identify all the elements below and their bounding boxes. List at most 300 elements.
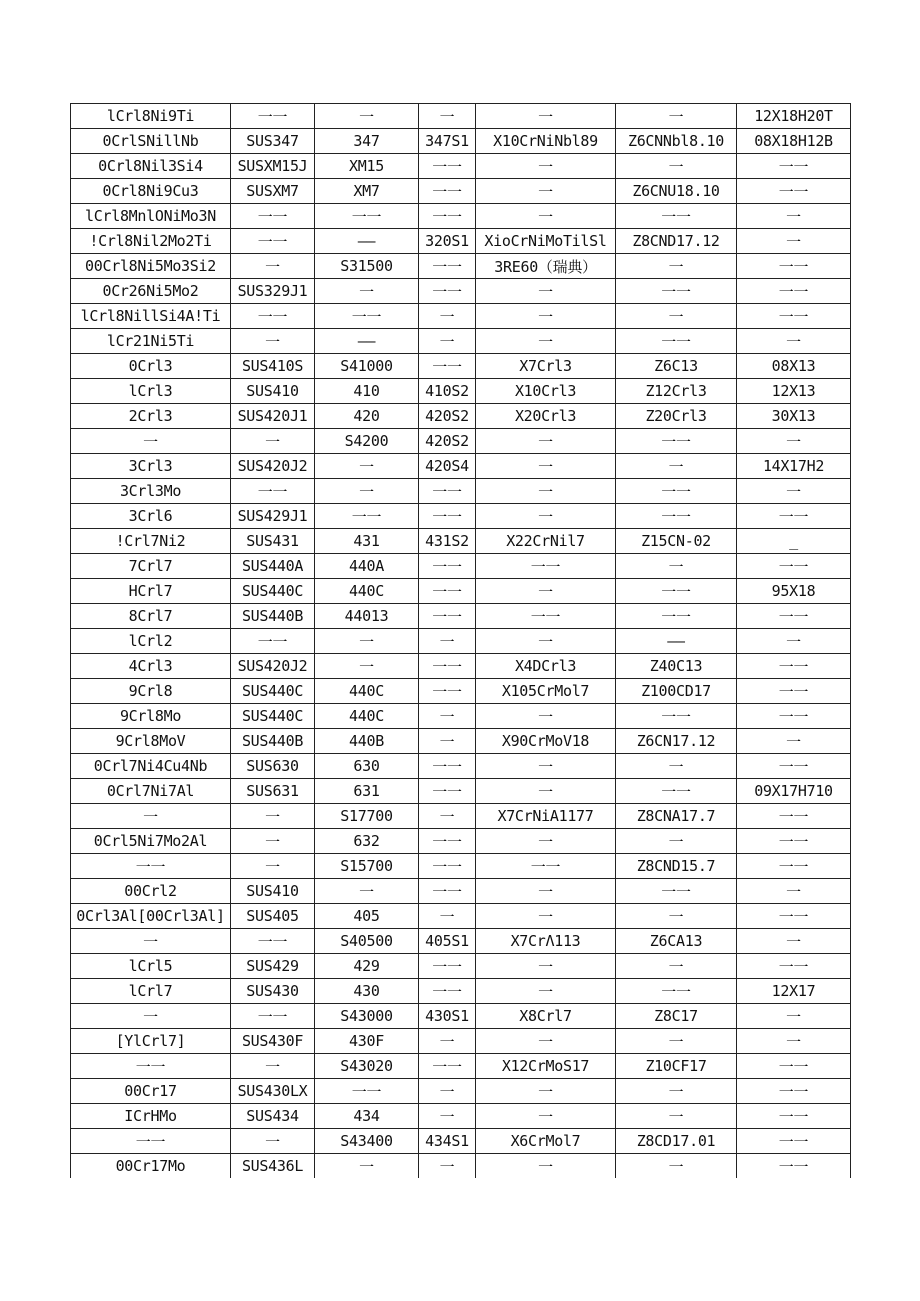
table-cell-jis-grade: SUS440C (231, 679, 315, 704)
table-cell-cn-grade: 一一 (71, 854, 231, 879)
table-cell-gost-grade: 一一 (737, 154, 851, 179)
table-cell-nf-grade: Z40C13 (616, 654, 737, 679)
table-cell-jis-grade: SUS347 (231, 129, 315, 154)
table-cell-din-grade: 一 (476, 154, 616, 179)
table-cell-din-grade: 一 (476, 704, 616, 729)
table-cell-bs-grade: 420S2 (419, 404, 476, 429)
table-cell-din-grade: 一 (476, 1154, 616, 1179)
table-cell-nf-grade: 一 (616, 554, 737, 579)
table-cell-bs-grade: 一 (419, 729, 476, 754)
table-cell-cn-grade: !Crl8Nil2Mo2Ti (71, 229, 231, 254)
table-cell-bs-grade: 一一 (419, 354, 476, 379)
table-cell-aisi-grade: 420 (315, 404, 419, 429)
table-cell-din-grade: X10CrNiNbl89 (476, 129, 616, 154)
table-cell-aisi-grade: S15700 (315, 854, 419, 879)
table-cell-gost-grade: 一一 (737, 904, 851, 929)
table-cell-cn-grade: [YlCrl7] (71, 1029, 231, 1054)
table-cell-din-grade: 一一 (476, 604, 616, 629)
table-cell-jis-grade: SUS420J1 (231, 404, 315, 429)
table-cell-cn-grade: 0Crl7Ni7Al (71, 779, 231, 804)
table-cell-gost-grade: 一 (737, 329, 851, 354)
table-cell-cn-grade: 0Crl5Ni7Mo2Al (71, 829, 231, 854)
table-cell-gost-grade: 一 (737, 729, 851, 754)
table-cell-cn-grade: 0Crl3Al[00Crl3Al] (71, 904, 231, 929)
table-cell-aisi-grade: 440C (315, 579, 419, 604)
table-row (71, 979, 851, 1004)
table-row (71, 454, 851, 479)
table-cell-din-grade: X10Crl3 (476, 379, 616, 404)
table-cell-cn-grade: 一一 (71, 1129, 231, 1154)
table-cell-gost-grade: 12X18H20T (737, 104, 851, 129)
table-cell-nf-grade: 一 (616, 154, 737, 179)
table-cell-bs-grade: 420S2 (419, 429, 476, 454)
table-row (71, 129, 851, 154)
table-cell-bs-grade: 一 (419, 904, 476, 929)
table-cell-bs-grade: 一一 (419, 604, 476, 629)
table-cell-din-grade: X6CrMol7 (476, 1129, 616, 1154)
table-row (71, 179, 851, 204)
table-cell-aisi-grade: 429 (315, 954, 419, 979)
table-cell-din-grade: X7Crl3 (476, 354, 616, 379)
table-cell-nf-grade: 一 (616, 254, 737, 279)
table-row (71, 504, 851, 529)
table-cell-bs-grade: 一 (419, 1154, 476, 1179)
table-cell-bs-grade: 一一 (419, 204, 476, 229)
table-cell-din-grade: 一 (476, 1029, 616, 1054)
table-cell-aisi-grade: 347 (315, 129, 419, 154)
table-cell-nf-grade: 一一 (616, 504, 737, 529)
table-cell-gost-grade: 一一 (737, 279, 851, 304)
table-row (71, 879, 851, 904)
table-cell-bs-grade: 420S4 (419, 454, 476, 479)
table-cell-jis-grade: 一 (231, 804, 315, 829)
table-cell-gost-grade: 一一 (737, 704, 851, 729)
table-row (71, 629, 851, 654)
table-cell-nf-grade: 一 (616, 104, 737, 129)
table-cell-bs-grade: 一一 (419, 479, 476, 504)
table-cell-aisi-grade: S4200 (315, 429, 419, 454)
table-cell-gost-grade: 一一 (737, 804, 851, 829)
table-row (71, 229, 851, 254)
table-cell-jis-grade: SUS429J1 (231, 504, 315, 529)
table-cell-din-grade: 一 (476, 179, 616, 204)
table-cell-bs-grade: 一一 (419, 954, 476, 979)
table-cell-nf-grade: 一 (616, 1029, 737, 1054)
table-cell-jis-grade: SUS410S (231, 354, 315, 379)
table-cell-jis-grade: SUS430 (231, 979, 315, 1004)
table-cell-nf-grade: 一 (616, 904, 737, 929)
table-cell-nf-grade: Z10CF17 (616, 1054, 737, 1079)
table-cell-gost-grade: 一一 (737, 1104, 851, 1129)
table-cell-nf-grade: 一 (616, 954, 737, 979)
table-row (71, 854, 851, 879)
table-cell-cn-grade: 一 (71, 429, 231, 454)
table-row (71, 329, 851, 354)
table-cell-nf-grade: Z6CNU18.10 (616, 179, 737, 204)
table-row (71, 379, 851, 404)
table-cell-bs-grade: 一一 (419, 254, 476, 279)
table-row (71, 479, 851, 504)
table-cell-bs-grade: 一一 (419, 829, 476, 854)
table-row (71, 929, 851, 954)
table-cell-bs-grade: 一 (419, 1029, 476, 1054)
table-cell-nf-grade: 一 (616, 754, 737, 779)
table-cell-bs-grade: 一一 (419, 279, 476, 304)
table-cell-cn-grade: 9Crl8MoV (71, 729, 231, 754)
table-cell-aisi-grade: —— (315, 329, 419, 354)
table-cell-cn-grade: lCrl8Ni9Ti (71, 104, 231, 129)
table-cell-aisi-grade: 434 (315, 1104, 419, 1129)
table-row (71, 204, 851, 229)
table-cell-din-grade: X8Crl7 (476, 1004, 616, 1029)
table-cell-nf-grade: 一一 (616, 604, 737, 629)
table-cell-aisi-grade: S43400 (315, 1129, 419, 1154)
table-row (71, 754, 851, 779)
table-row (71, 704, 851, 729)
table-cell-gost-grade: 一一 (737, 1129, 851, 1154)
table-cell-nf-grade: Z8C17 (616, 1004, 737, 1029)
table-cell-jis-grade: SUS440C (231, 579, 315, 604)
table-cell-nf-grade: 一一 (616, 579, 737, 604)
table-cell-gost-grade: 一一 (737, 179, 851, 204)
table-cell-aisi-grade: S17700 (315, 804, 419, 829)
table-cell-gost-grade: 一 (737, 1029, 851, 1054)
table-row (71, 954, 851, 979)
table-cell-din-grade: X20Crl3 (476, 404, 616, 429)
table-cell-din-grade: 一 (476, 754, 616, 779)
table-cell-gost-grade: 一一 (737, 1079, 851, 1104)
table-cell-bs-grade: 347S1 (419, 129, 476, 154)
table-cell-din-grade: 一 (476, 329, 616, 354)
table-cell-gost-grade: 一一 (737, 1154, 851, 1179)
table-cell-nf-grade: Z6CN17.12 (616, 729, 737, 754)
table-cell-aisi-grade: —— (315, 229, 419, 254)
table-cell-din-grade: 3RE60（瑞典） (476, 254, 616, 279)
table-cell-bs-grade: 一 (419, 1079, 476, 1104)
table-cell-aisi-grade: S43000 (315, 1004, 419, 1029)
table-cell-din-grade: 一 (476, 104, 616, 129)
table-cell-aisi-grade: 一一 (315, 1079, 419, 1104)
table-cell-aisi-grade: 一 (315, 104, 419, 129)
table-row (71, 404, 851, 429)
table-cell-bs-grade: 一一 (419, 754, 476, 779)
table-cell-bs-grade: 一一 (419, 779, 476, 804)
table-cell-nf-grade: 一一 (616, 204, 737, 229)
table-cell-jis-grade: SUS440B (231, 604, 315, 629)
table-cell-bs-grade: 一 (419, 629, 476, 654)
table-cell-din-grade: 一 (476, 304, 616, 329)
table-cell-jis-grade: 一一 (231, 229, 315, 254)
table-cell-gost-grade: 一 (737, 229, 851, 254)
table-row (71, 154, 851, 179)
table-cell-nf-grade: Z6CNNbl8.10 (616, 129, 737, 154)
table-cell-gost-grade: 一 (737, 429, 851, 454)
table-cell-bs-grade: 一 (419, 104, 476, 129)
table-cell-bs-grade: 一一 (419, 579, 476, 604)
table-cell-aisi-grade: XM7 (315, 179, 419, 204)
table-cell-gost-grade: 一一 (737, 679, 851, 704)
table-cell-aisi-grade: 430F (315, 1029, 419, 1054)
table-cell-jis-grade: 一 (231, 329, 315, 354)
table-cell-nf-grade: Z6CA13 (616, 929, 737, 954)
table-row (71, 1154, 851, 1179)
table-cell-din-grade: 一一 (476, 854, 616, 879)
table-cell-din-grade: 一 (476, 829, 616, 854)
table-cell-din-grade: 一 (476, 779, 616, 804)
table-cell-din-grade: 一 (476, 954, 616, 979)
table-cell-nf-grade: Z8CND17.12 (616, 229, 737, 254)
table-cell-jis-grade: 一一 (231, 204, 315, 229)
table-cell-gost-grade: 一一 (737, 604, 851, 629)
table-cell-aisi-grade: S40500 (315, 929, 419, 954)
table-cell-gost-grade: 09X17H710 (737, 779, 851, 804)
table-cell-bs-grade: 一一 (419, 654, 476, 679)
table-cell-gost-grade: 一 (737, 929, 851, 954)
table-cell-cn-grade: 9Crl8 (71, 679, 231, 704)
table-cell-bs-grade: 一一 (419, 554, 476, 579)
table-cell-bs-grade: 一一 (419, 504, 476, 529)
table-cell-din-grade: 一一 (476, 554, 616, 579)
table-cell-nf-grade: 一 (616, 304, 737, 329)
table-cell-din-grade: 一 (476, 454, 616, 479)
table-row (71, 829, 851, 854)
table-cell-cn-grade: 0CrlSNillNb (71, 129, 231, 154)
table-cell-jis-grade: SUS436L (231, 1154, 315, 1179)
table-cell-gost-grade: 12X13 (737, 379, 851, 404)
table-cell-gost-grade: 一一 (737, 854, 851, 879)
table-cell-bs-grade: 一一 (419, 854, 476, 879)
table-cell-jis-grade: SUS420J2 (231, 654, 315, 679)
table-cell-din-grade: X105CrMol7 (476, 679, 616, 704)
table-cell-jis-grade: SUS440B (231, 729, 315, 754)
table-cell-cn-grade: 9Crl8Mo (71, 704, 231, 729)
table-cell-gost-grade: 30X13 (737, 404, 851, 429)
table-cell-din-grade: 一 (476, 904, 616, 929)
table-row (71, 304, 851, 329)
table-cell-cn-grade: 一 (71, 1004, 231, 1029)
table-cell-nf-grade: Z15CN-02 (616, 529, 737, 554)
table-row (71, 354, 851, 379)
table-cell-jis-grade: 一一 (231, 629, 315, 654)
table-cell-aisi-grade: S41000 (315, 354, 419, 379)
table-cell-jis-grade: SUS429 (231, 954, 315, 979)
table-cell-jis-grade: 一一 (231, 479, 315, 504)
table-cell-gost-grade: 95X18 (737, 579, 851, 604)
table-cell-din-grade: X7CrΛ113 (476, 929, 616, 954)
table-row (71, 104, 851, 129)
table-cell-aisi-grade: 431 (315, 529, 419, 554)
table-cell-aisi-grade: 630 (315, 754, 419, 779)
table-cell-jis-grade: 一一 (231, 104, 315, 129)
table-cell-gost-grade: 一一 (737, 1054, 851, 1079)
table-cell-cn-grade: 0Crl3 (71, 354, 231, 379)
table-cell-aisi-grade: 44013 (315, 604, 419, 629)
table-cell-din-grade: 一 (476, 629, 616, 654)
table-cell-cn-grade: 8Crl7 (71, 604, 231, 629)
table-cell-bs-grade: 一一 (419, 1054, 476, 1079)
table-cell-din-grade: X22CrNil7 (476, 529, 616, 554)
table-cell-gost-grade: 一 (737, 629, 851, 654)
table-cell-jis-grade: SUS440A (231, 554, 315, 579)
table-cell-jis-grade: SUSXM7 (231, 179, 315, 204)
table-cell-gost-grade: 一一 (737, 829, 851, 854)
table-cell-din-grade: 一 (476, 204, 616, 229)
table-cell-gost-grade: 一一 (737, 554, 851, 579)
table-cell-aisi-grade: 440A (315, 554, 419, 579)
table-row (71, 1054, 851, 1079)
table-cell-cn-grade: 3Crl6 (71, 504, 231, 529)
table-body (71, 104, 851, 1179)
table-cell-aisi-grade: 430 (315, 979, 419, 1004)
table-cell-aisi-grade: 440C (315, 704, 419, 729)
table-cell-gost-grade: 一一 (737, 654, 851, 679)
table-cell-aisi-grade: 一 (315, 1154, 419, 1179)
table-cell-cn-grade: !Crl7Ni2 (71, 529, 231, 554)
table-cell-bs-grade: 一 (419, 804, 476, 829)
table-cell-nf-grade: Z8CND15.7 (616, 854, 737, 879)
table-cell-gost-grade: 一 (737, 1004, 851, 1029)
table-cell-nf-grade: —— (616, 629, 737, 654)
table-cell-aisi-grade: 一 (315, 454, 419, 479)
table-cell-gost-grade: 一 (737, 879, 851, 904)
table-cell-cn-grade: lCr21Ni5Ti (71, 329, 231, 354)
table-cell-gost-grade: 一 (737, 479, 851, 504)
table-cell-aisi-grade: 631 (315, 779, 419, 804)
table-cell-jis-grade: 一 (231, 854, 315, 879)
table-cell-bs-grade: 431S2 (419, 529, 476, 554)
table-cell-jis-grade: SUS631 (231, 779, 315, 804)
table-cell-jis-grade: SUS440C (231, 704, 315, 729)
table-cell-nf-grade: Z6C13 (616, 354, 737, 379)
table-cell-jis-grade: 一 (231, 429, 315, 454)
table-cell-gost-grade: 一一 (737, 504, 851, 529)
table-row (71, 1129, 851, 1154)
table-cell-jis-grade: SUS405 (231, 904, 315, 929)
table-cell-aisi-grade: 一 (315, 279, 419, 304)
table-cell-din-grade: X7CrNiA1177 (476, 804, 616, 829)
table-row (71, 254, 851, 279)
table-cell-din-grade: 一 (476, 1104, 616, 1129)
table-cell-jis-grade: SUS430F (231, 1029, 315, 1054)
table-cell-cn-grade: 2Crl3 (71, 404, 231, 429)
table-cell-jis-grade: 一 (231, 829, 315, 854)
table-cell-aisi-grade: 一 (315, 629, 419, 654)
table-cell-jis-grade: 一一 (231, 929, 315, 954)
table-cell-jis-grade: SUS434 (231, 1104, 315, 1129)
table-cell-bs-grade: 一 (419, 1104, 476, 1129)
table-cell-aisi-grade: 一一 (315, 504, 419, 529)
table-cell-aisi-grade: 405 (315, 904, 419, 929)
table-cell-aisi-grade: S43020 (315, 1054, 419, 1079)
table-cell-cn-grade: lCrl7 (71, 979, 231, 1004)
table-cell-nf-grade: Z20Crl3 (616, 404, 737, 429)
table-cell-din-grade: 一 (476, 1079, 616, 1104)
table-cell-din-grade: 一 (476, 279, 616, 304)
table-cell-bs-grade: 一 (419, 304, 476, 329)
table-cell-aisi-grade: 一 (315, 654, 419, 679)
table-cell-nf-grade: 一 (616, 1154, 737, 1179)
table-cell-cn-grade: 00Cr17Mo (71, 1154, 231, 1179)
table-cell-cn-grade: 0Crl7Ni4Cu4Nb (71, 754, 231, 779)
table-cell-gost-grade: 12X17 (737, 979, 851, 1004)
table-cell-din-grade: X90CrMoV18 (476, 729, 616, 754)
table-row (71, 554, 851, 579)
table-row (71, 779, 851, 804)
table-cell-cn-grade: lCrl2 (71, 629, 231, 654)
table-cell-din-grade: 一 (476, 579, 616, 604)
table-cell-nf-grade: 一 (616, 829, 737, 854)
table-cell-cn-grade: 00Crl8Ni5Mo3Si2 (71, 254, 231, 279)
table-cell-aisi-grade: 一 (315, 479, 419, 504)
table-cell-aisi-grade: 一一 (315, 204, 419, 229)
table-cell-bs-grade: 434S1 (419, 1129, 476, 1154)
table-cell-din-grade: X4DCrl3 (476, 654, 616, 679)
table-cell-cn-grade: lCrl8NillSi4A!Ti (71, 304, 231, 329)
table-cell-din-grade: 一 (476, 879, 616, 904)
table-cell-jis-grade: SUS329J1 (231, 279, 315, 304)
table-cell-nf-grade: 一 (616, 1079, 737, 1104)
table-cell-bs-grade: 320S1 (419, 229, 476, 254)
table-cell-din-grade: 一 (476, 979, 616, 1004)
table-cell-bs-grade: 一一 (419, 979, 476, 1004)
table-cell-bs-grade: 一一 (419, 879, 476, 904)
table-row (71, 904, 851, 929)
table-cell-cn-grade: 一 (71, 804, 231, 829)
table-cell-jis-grade: SUS630 (231, 754, 315, 779)
table-row (71, 279, 851, 304)
table-cell-cn-grade: 0Crl8Ni9Cu3 (71, 179, 231, 204)
table-cell-nf-grade: Z100CD17 (616, 679, 737, 704)
table-cell-cn-grade: 一一 (71, 1054, 231, 1079)
table-cell-gost-grade: 一一 (737, 304, 851, 329)
table-cell-gost-grade: _ (737, 529, 851, 554)
table-cell-nf-grade: 一一 (616, 979, 737, 1004)
table-cell-nf-grade: 一 (616, 454, 737, 479)
table-cell-din-grade: 一 (476, 479, 616, 504)
table-cell-aisi-grade: 410 (315, 379, 419, 404)
table-row (71, 1004, 851, 1029)
table-cell-jis-grade: 一 (231, 1054, 315, 1079)
table-cell-nf-grade: 一 (616, 1104, 737, 1129)
table-row (71, 604, 851, 629)
table-row (71, 729, 851, 754)
table-cell-din-grade: XioCrNiMoTilSl (476, 229, 616, 254)
table-cell-bs-grade: 一一 (419, 179, 476, 204)
table-cell-bs-grade: 一一 (419, 679, 476, 704)
steel-grade-comparison-table (70, 103, 851, 1178)
table-cell-aisi-grade: 632 (315, 829, 419, 854)
table-row (71, 1104, 851, 1129)
table-cell-cn-grade: 3Crl3Mo (71, 479, 231, 504)
table-cell-nf-grade: 一一 (616, 329, 737, 354)
table-row (71, 579, 851, 604)
table-cell-gost-grade: 一 (737, 204, 851, 229)
table-cell-gost-grade: 一一 (737, 754, 851, 779)
table-cell-cn-grade: 7Crl7 (71, 554, 231, 579)
table-cell-jis-grade: SUSXM15J (231, 154, 315, 179)
table-cell-aisi-grade: 一 (315, 879, 419, 904)
table-cell-cn-grade: 0Cr26Ni5Mo2 (71, 279, 231, 304)
table-cell-aisi-grade: S31500 (315, 254, 419, 279)
table-cell-nf-grade: 一一 (616, 779, 737, 804)
table-cell-aisi-grade: XM15 (315, 154, 419, 179)
table-cell-bs-grade: 430S1 (419, 1004, 476, 1029)
table-cell-jis-grade: 一一 (231, 304, 315, 329)
table-cell-cn-grade: 4Crl3 (71, 654, 231, 679)
table-cell-din-grade: X12CrMoS17 (476, 1054, 616, 1079)
table-cell-nf-grade: 一一 (616, 279, 737, 304)
table-cell-nf-grade: 一一 (616, 429, 737, 454)
